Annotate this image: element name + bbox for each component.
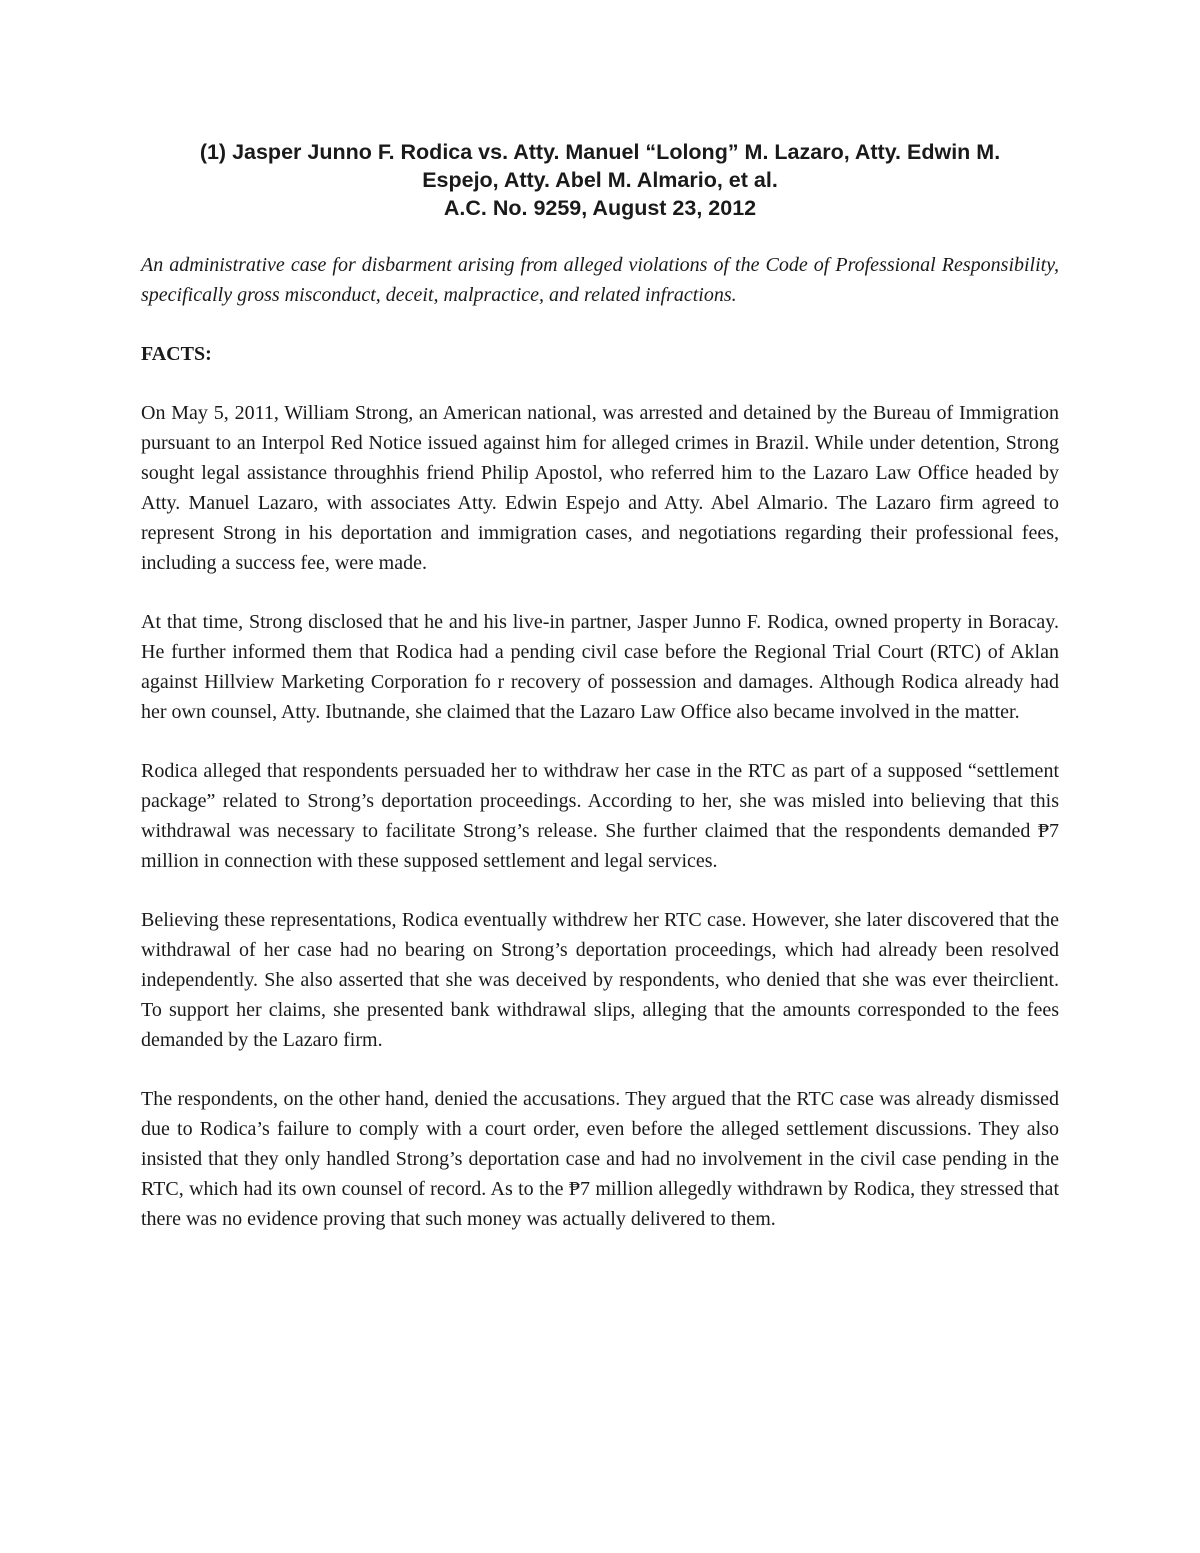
facts-paragraph-4: Believing these representations, Rodica eventually withdrew her RTC case. However, she later discovered that the withdrawal of her case had no bearing on Strong’s deportation proceedings, which had already been resolved independently. She also asserted that she was deceived by respondents, who denied that she was ever theirclient. To support her claims, she presented bank withdrawal slips, alleging that the amounts corresponded to the fees demanded by the Lazaro firm. xyxy=(141,909,1059,1051)
document-body xyxy=(141,250,1059,1263)
case-summary: An administrative case for disbarment arising from alleged violations of the Code of Professional Responsibility, specifically gross misconduct, deceit, malpractice, and related infractions. xyxy=(141,254,1059,306)
facts-paragraph-1: On May 5, 2011, William Strong, an American national, was arrested and detained by the Bureau of Immigration pursuant to an Interpol Red Notice issued against him for alleged crimes in Brazil. While under detention, Strong sought legal assistance throughhis friend Philip Apostol, who referred him to the Lazaro Law Office headed by Atty. Manuel Lazaro, with associates Atty. Edwin Espejo and Atty. Abel Almario. The Lazaro firm agreed to represent Strong in his deportation and immigration cases, and negotiations regarding their professional fees, including a success fee, were made. xyxy=(141,402,1059,574)
facts-paragraph-5: The respondents, on the other hand, denied the accusations. They argued that the RTC case was already dismissed due to Rodica’s failure to comply with a court order, even before the alleged settlement discussions. They also insisted that they only handled Strong’s deportation case and had no involvement in the civil case pending in the RTC, which had its own counsel of record. As to the ₱7 million allegedly withdrawn by Rodica, they stressed that there was no evidence proving that such money was actually delivered to them. xyxy=(141,1088,1059,1230)
case-title-block xyxy=(130,138,1070,222)
facts-heading: FACTS: xyxy=(141,343,212,365)
case-docket: A.C. No. 9259, August 23, 2012 xyxy=(443,196,757,220)
case-title-line-2: Espejo, Atty. Abel M. Almario, et al. xyxy=(422,168,778,192)
facts-paragraph-2: At that time, Strong disclosed that he and his live-in partner, Jasper Junno F. Rodica, owned property in Boracay. He further informed them that Rodica had a pending civil case before the Regional Trial Court (RTC) of Aklan against Hillview Marketing Corporation fo r recovery of possession and damages. Although Rodica already had her own counsel, Atty. Ibutnande, she claimed that the Lazaro Law Office also became involved in the matter. xyxy=(141,611,1059,723)
case-title-line-1: (1) Jasper Junno F. Rodica vs. Atty. Manuel “Lolong” M. Lazaro, Atty. Edwin M. xyxy=(199,140,1001,164)
facts-paragraph-3: Rodica alleged that respondents persuaded her to withdraw her case in the RTC as part of a supposed “settlement package” related to Strong’s deportation proceedings. According to her, she was misled into believing that this withdrawal was necessary to facilitate Strong’s release. She further claimed that the respondents demanded ₱7 million in connection with these supposed settlement and legal services. xyxy=(141,760,1059,872)
